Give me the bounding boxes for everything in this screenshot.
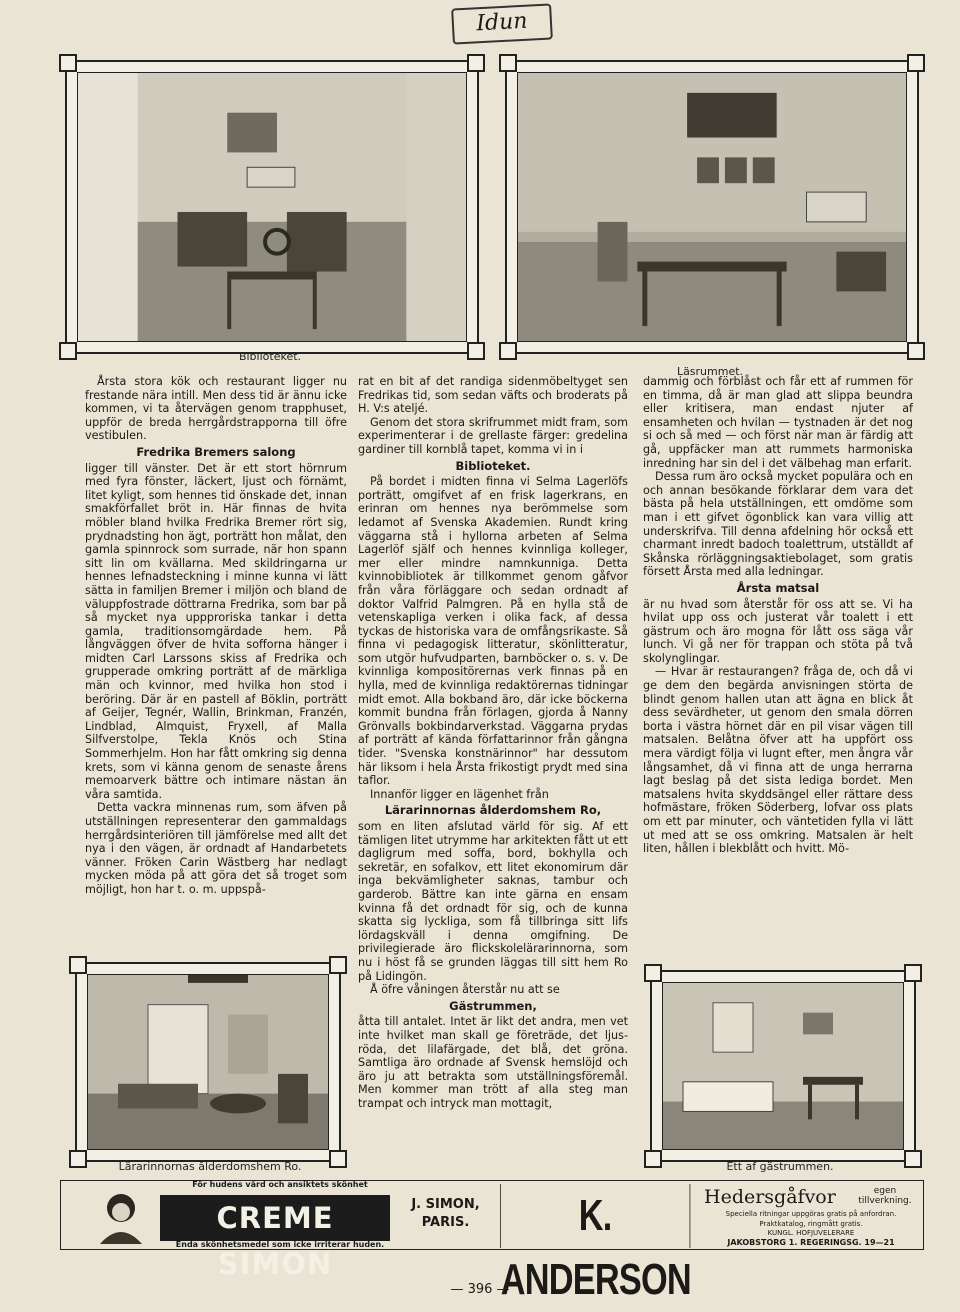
col3-heading-matsal: Årsta matsal (736, 580, 820, 595)
caption-gastrum: Ett af gästrummen. (726, 1160, 834, 1173)
library-photo-image (78, 73, 466, 341)
hedersgafvor-line2: Praktkatalog, ringmått gratis. (759, 1220, 863, 1228)
k-anderson-ad: K. ANDERSON (500, 1184, 690, 1248)
col3-paragraph-3: är nu hvad som återstår för oss att se. Vi ha hvilat upp oss och justerat vår toalett i ett gästrum och äro mogna för lått oss säga vår lunch. Vi gå ner för trappan och stöta på två skolynglingar. (643, 597, 913, 665)
col2-paragraph-7: åtta till antalet. Intet är likt det andra, men vet inte hvilket man skall ge företräde, det ljus-röda, det lilafärgade, det blå, det gröna. Samtliga äro ordnade af Svensk hemslöjd och äro ju att betrakta som utställningsföremål. Men kommer man trött af alla steg man trampat och intryck man mottagit, (358, 1015, 628, 1110)
j-simon-paris (398, 1196, 493, 1240)
caption-lasrummet: Läsrummet. (676, 365, 744, 378)
hedersgafvor-line4: JAKOBSTORG 1. REGERINGSG. 19—21 (727, 1238, 895, 1247)
col2-paragraph-1: rat en bit af det randiga sidenmöbeltyget sen Fredrikas tid, som sedan väfts och broderats på H. V:s ateljé. (358, 375, 628, 416)
col2-paragraph-5: som en liten afslutad värld för sig. Af ett tämligen litet utrymme har arkitekten fått ut ett dagligrum med soffa, bord, bokhylla och sekretär, en sofalkov, ett litet ekonomirum där inga bekvämligheter saknas, tambur och garderob. Bättre kan inte gärna en ensam kvinna få det ordnadt för sig, och de kunna skatta sig lyckliga, som få tillbringa sitt lifs lördagskväll i denna omgifning. De privilegierade äro flickskolelärarinnorna, som nu i höst få se grunden läggas till sitt hem Ro på Lidingön. (358, 820, 628, 983)
photo-lasrummet (505, 60, 919, 354)
column-3 (643, 375, 913, 856)
creme-simon-tagline: För hudens vård och ansiktets skönhet (192, 1180, 368, 1189)
simon-maker-line1: J. SIMON, (411, 1197, 480, 1212)
retirement-home-photo-image (88, 975, 328, 1149)
col1-paragraph-1: Årsta stora kök och restaurant ligger nu frestande nära intill. Men dess tid är ännu icke kommen, vi ta återvägen genom trapphuset, uppför de breda herrgårdstrapporna till öfre vestibulen. (85, 375, 347, 443)
reading-room-photo-image (518, 73, 906, 341)
col3-paragraph-4: — Hvar är restaurangen? fråga de, och då vi ge dem den begärda anvisningen störta de blindt genom hallen utan att ägna en blick åt dess sevärdheter, ut genom den smala dörren borta i västra hörnet där en pil visar vägen till matsalen. Belåtna öfver att ha uppfört oss mera värdigt följa vi lugnt efter, men ångra vår långsamhet, då vi finna att de unga herrarna lagt beslag på det sista lediga bordet. Men matsalens hvita skyddsängel eller rättare dess hofmästare, fröken Söderberg, lofvar oss plats om ett par minuter, och väntetiden fylla vi lätt ut med att se oss omkring. Matsalen är helt liten, hållen i blekblått och hvitt. Mö- (643, 665, 913, 856)
hedersgafvor-subtitle: egen tillverkning. (858, 1186, 912, 1206)
guest-room-photo-image (663, 983, 903, 1149)
col2-heading-gastrummen: Gästrummen, (449, 998, 537, 1013)
caption-biblioteket: Biblioteket. (238, 350, 302, 363)
hedersgafvor-line3: KUNGL. HOFJUVELERARE (767, 1229, 855, 1237)
column-2 (358, 375, 628, 1110)
col2-paragraph-3: På bordet i midten finna vi Selma Lagerlöfs porträtt, omgifvet af en frisk lagerkrans, en erinran om hennes nya berömmelse som ledamot af Svenska Akademien. Rundt kring väggarna stå i hyllorna arbeten af Selma Lagerlöf själf och hennes kvinnliga kolleger, mer eller mindre namnkunniga. Detta kvinnobibliotek är tillkommet genom gåfvor från våra förläggare och sedan ordnadt af doktor Valfrid Palmgren. På en hylla stå de vetenskapliga verken i olika fack, af dessa tyckas de historiska vara de omfångsrikaste. Så finna vi pedagogisk litteratur, skönlitteratur, som utgör hufvudparten, barnböcker o. s. v. De kvinnliga kompositörernas verk finnas på en hylla, med de kvinnliga redaktörernas tidningar midt emot. Alla bokband äro, där icke böckerna kommit bundna från förlagen, gjorda å Nanny Grönvalls bokbindarverkstad. Väggarna prydas af porträtt af kända författarinnor från gångna tider. "Svenska konstnärinnor" har dessutom här liksom i hela Årsta frikostigt prydt med sina taflor. (358, 475, 628, 788)
col1-paragraph-3: Detta vackra minnenas rum, som äfven på utställningen representerar den gammaldags herrgårdsinteriören till jämförelse med allt det nya i den vägen, är ordnadt af Handarbetets vänner. Fröken Carin Wästberg har nedlagt mycken möda på att göra det så troget som möjligt, hon har t. o. m. uppspå- (85, 801, 347, 896)
page-number: — 396 — (450, 1282, 510, 1297)
col2-heading-ro: Lärarinnornas ålderdomshem Ro, (384, 803, 602, 818)
woman-portrait-icon (90, 1186, 152, 1244)
col2-paragraph-2: Genom det stora skrifrummet midt fram, som experimenterar i de grellaste färger: gredelina gardiner till kornblå tapet, komma vi in i (358, 415, 628, 456)
hedersgafvor-ad (700, 1184, 922, 1248)
col3-paragraph-2: Dessa rum äro också mycket populära och en och annan besökande förklarar dem vara det bästa på hela utställningen, ett omdöme som man i ett gifvet ögonblick kan vara villig att underskrifva. Till denna afdelning hör också ett charmant inredt badoch toalettrum, utställdt af Skånska rörläggningsaktiebolaget, som gratis försett Årsta med alla ledningar. (643, 470, 913, 579)
creme-simon-bottom-line: Enda skönhetsmedel som icke irriterar huden. (175, 1240, 385, 1249)
hedersgafvor-title: Hedersgåfvor (704, 1186, 836, 1208)
col2-paragraph-6: Å öfre våningen återstår nu att se (370, 983, 560, 997)
column-1 (85, 375, 347, 897)
col2-paragraph-4: Innanför ligger en lägenhet från (370, 787, 549, 801)
photo-biblioteket (65, 60, 479, 354)
col1-paragraph-2: ligger till vänster. Det är ett stort hörnrum med fyra fönster, läckert, ljust och förnämt, litet kyligt, som hennes tid önskade det, innan smakförfallet bröt in. Här finnas de hvita möbler bland hvilka Fredrika Bremer rört sig, prydnadsting hon ägt, porträtt hon målat, den gamla spinnrock som surrade, när hon spann sitt lin om kvällarna. Med skildringarna ur hennes lefnadsteckning i minne kunna vi lätt sätta in familjen Bremer i miljön och bland de väluppfostrade döttrarna Fredrika, som bar på så mycket nya uppproriska tankar i detta gamla, traditionsomgärdade hem. På långväggen öfver de hvita sofforna hänger i midten Carl Larssons skiss af Fredrika och grupperade omkring porträtt af de märkliga män och kvinnor, med hvilka hon stod i beröring. Där är en pastell af Böklin, porträtt af Geijer, Tegnér, Wallin, Brinkman, Franzén, Lindblad, Almquist, Fryxell, af Malla Silfverstolpe, Tekla Knös och Stina Sommerhjelm. Hon har fått omkring sig denna krets, som vi känna genom de senaste årens memoarverk bättre och intimare nästan än våra samtida. (85, 461, 347, 801)
col2-heading-biblioteket: Biblioteket. (455, 458, 531, 473)
creme-simon-logo: CREME SIMON (160, 1195, 390, 1241)
caption-alderdomshem: Lärarinnornas ålderdomshem Ro. (118, 1160, 302, 1173)
col3-paragraph-1: dammig och förblåst och får ett af rummen för en timma, då är man glad att slippa beundra eller kritisera, man endast njuter af ensamheten och hvilan — tystnaden är det nog si och så med — och först när man är färdig att gå, uppfäcker man att rummets harmoniska inredning har sin del i det välbehag man erfarit. (643, 375, 913, 470)
simon-maker-line2: PARIS. (421, 1215, 470, 1230)
col1-heading-salong: Fredrika Bremers salong (136, 444, 296, 459)
signature-stamp: Idun (451, 3, 553, 44)
photo-alderdomshem (75, 962, 341, 1162)
photo-gastrum (650, 970, 916, 1162)
hedersgafvor-line1: Speciella ritningar uppgöras gratis på anfordran. (725, 1210, 897, 1218)
